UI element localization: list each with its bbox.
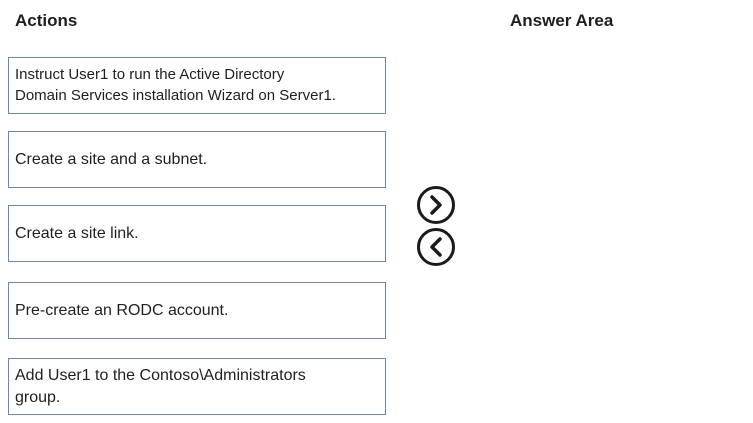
action-item-line: Domain Services installation Wizard on Server1. <box>15 87 336 104</box>
action-item-add-user-admins[interactable] <box>8 358 386 415</box>
action-item-line: Pre-create an RODC account. <box>15 301 229 319</box>
action-item-line: Create a site and a subnet. <box>15 150 208 168</box>
chevron-right-circle-icon <box>416 185 456 225</box>
action-item-line: Add User1 to the Contoso\Administrators <box>15 367 306 384</box>
action-item-create-site-subnet[interactable] <box>8 131 386 188</box>
move-right-button[interactable] <box>416 185 456 225</box>
action-item-run-adds-wizard[interactable] <box>8 57 386 114</box>
action-item-create-site-link[interactable] <box>8 205 386 262</box>
actions-heading: Actions <box>15 11 78 30</box>
action-item-line: group. <box>15 389 61 406</box>
action-item-text <box>15 64 336 106</box>
action-item-line: Create a site link. <box>15 224 139 242</box>
action-item-precreate-rodc[interactable] <box>8 282 386 339</box>
action-item-line: Instruct User1 to run the Active Directory <box>15 66 285 83</box>
move-left-button[interactable] <box>416 227 456 267</box>
answer-area-heading: Answer Area <box>510 11 614 30</box>
action-item-text <box>15 365 306 409</box>
chevron-left-circle-icon <box>416 227 456 267</box>
